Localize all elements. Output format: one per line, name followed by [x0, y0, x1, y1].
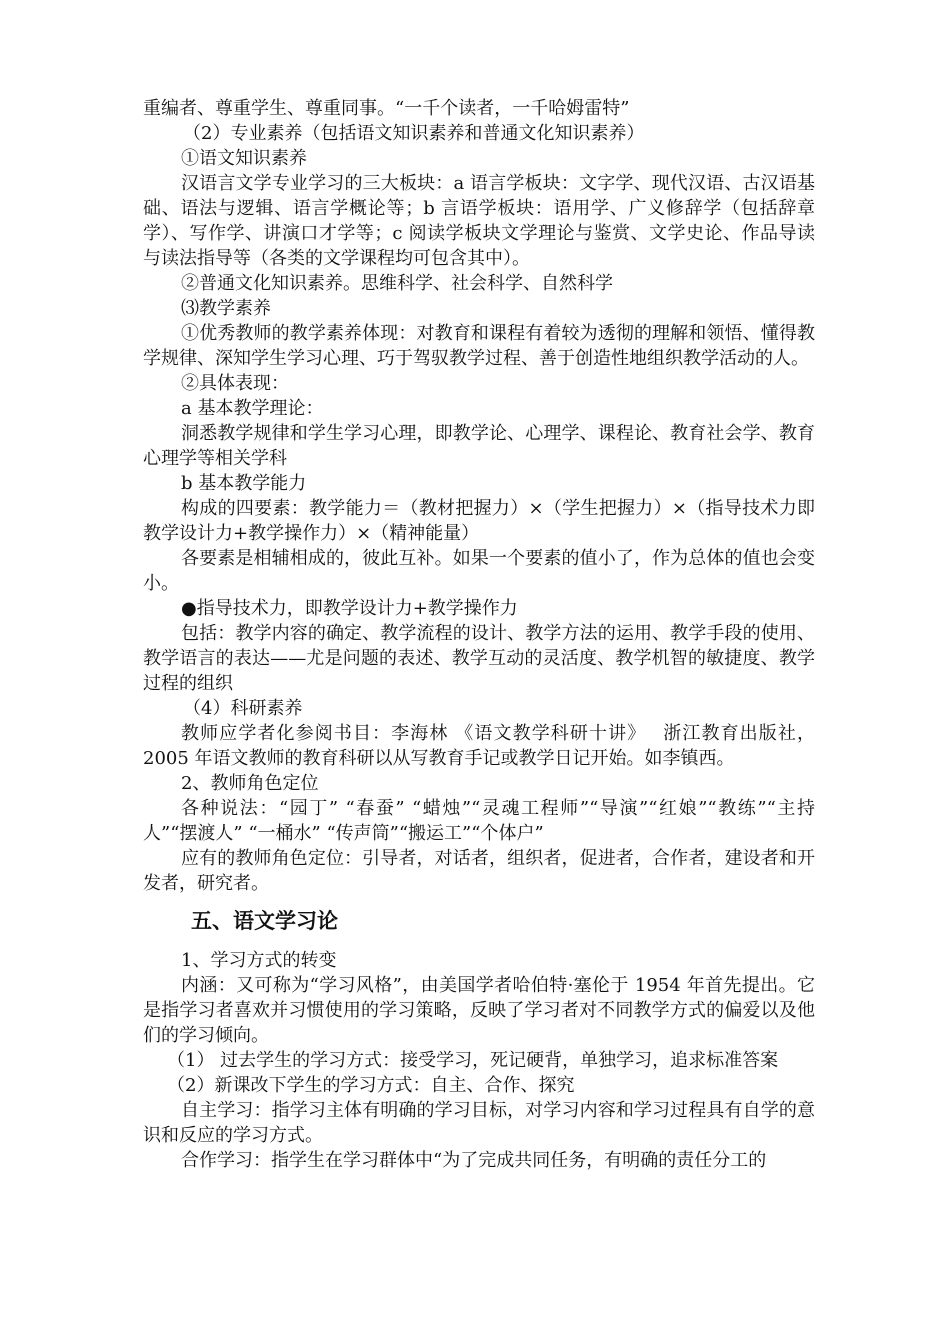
paragraph: 内涵：又可称为“学习风格”，由美国学者哈伯特·塞伦于 1954 年首先提出。它是指学习者喜欢并习惯使用的学习策略，反映了学习者对不同教学方式的偏爱以及他们的学习倾向。 — [143, 975, 815, 1046]
paragraph: ⑶教学素养 — [181, 298, 271, 319]
paragraph: b 基本教学能力 — [181, 473, 307, 494]
paragraph: ①语文知识素养 — [181, 148, 307, 169]
paragraph: ②普通文化知识素养。思维科学、社会科学、自然科学 — [181, 273, 613, 294]
paragraph: 教师应学者化参阅书目：李海林 《语文教学科研十讲》 浙江教育出版社，2005 年语文教师的教育科研以从写教育手记或教学日记开始。如李镇西。 — [143, 723, 815, 769]
paragraph: 洞悉教学规律和学生学习心理，即教学论、心理学、课程论、教育社会学、教育心理学等相关学科 — [143, 423, 815, 469]
paragraph: 重编者、尊重学生、尊重同事。“一千个读者，一千哈姆雷特” — [143, 98, 630, 119]
paragraph: （4）科研素养 — [183, 698, 303, 719]
paragraph: ①优秀教师的教学素养体现：对教育和课程有着较为透彻的理解和领悟、懂得教学规律、深知学生学习心理、巧于驾驭教学过程、善于创造性地组织教学活动的人。 — [143, 323, 815, 369]
paragraph: 2、教师角色定位 — [181, 773, 319, 794]
paragraph: a 基本教学理论： — [181, 398, 324, 419]
paragraph: 汉语言文学专业学习的三大板块：a 语言学板块：文字学、现代汉语、古汉语基础、语法与逻辑、语言学概论等；b 言语学板块：语用学、广义修辞学（包括辞章学）、写作学、讲演口才学等；c 阅读学板块文学理论与鉴赏、文学史论、作品导读与读法指导等（各类的文学课程均可包含其中）。 — [143, 173, 815, 269]
paragraph: 各要素是相辅相成的，彼此互补。如果一个要素的值小了，作为总体的值也会变小。 — [143, 548, 815, 594]
document-body — [143, 96, 815, 1173]
paragraph: 构成的四要素：教学能力＝（教材把握力）×（学生把握力）×（指导技术力即教学设计力+教学操作力）×（精神能量） — [143, 498, 815, 544]
paragraph: （2）专业素养（包括语文知识素养和普通文化知识素养） — [183, 123, 645, 144]
paragraph: （2）新课改下学生的学习方式：自主、合作、探究 — [167, 1075, 575, 1096]
paragraph: 包括：教学内容的确定、教学流程的设计、教学方法的运用、教学手段的使用、教学语言的表达——尤是问题的表述、教学互动的灵活度、教学机智的敏捷度、教学过程的组织 — [143, 623, 815, 694]
paragraph: ●指导技术力，即教学设计力+教学操作力 — [181, 598, 518, 619]
section-heading: 五、语文学习论 — [191, 909, 338, 933]
paragraph: 应有的教师角色定位：引导者，对话者，组织者，促进者，合作者，建设者和开发者，研究者。 — [143, 848, 815, 894]
paragraph: 各种说法：“园丁” “春蚕” “蜡烛”“灵魂工程师”“导演”“红娘”“教练”“主持人”“摆渡人” “一桶水” “传声筒”“搬运工”“个体户” — [143, 798, 815, 844]
paragraph: 合作学习：指学生在学习群体中“为了完成共同任务，有明确的责任分工的 — [181, 1150, 767, 1171]
paragraph: 自主学习：指学习主体有明确的学习目标，对学习内容和学习过程具有自学的意识和反应的学习方式。 — [143, 1100, 815, 1146]
paragraph: ②具体表现： — [181, 373, 289, 394]
paragraph: （1） 过去学生的学习方式：接受学习，死记硬背，单独学习，追求标准答案 — [167, 1050, 779, 1071]
paragraph: 1、学习方式的转变 — [181, 950, 337, 971]
